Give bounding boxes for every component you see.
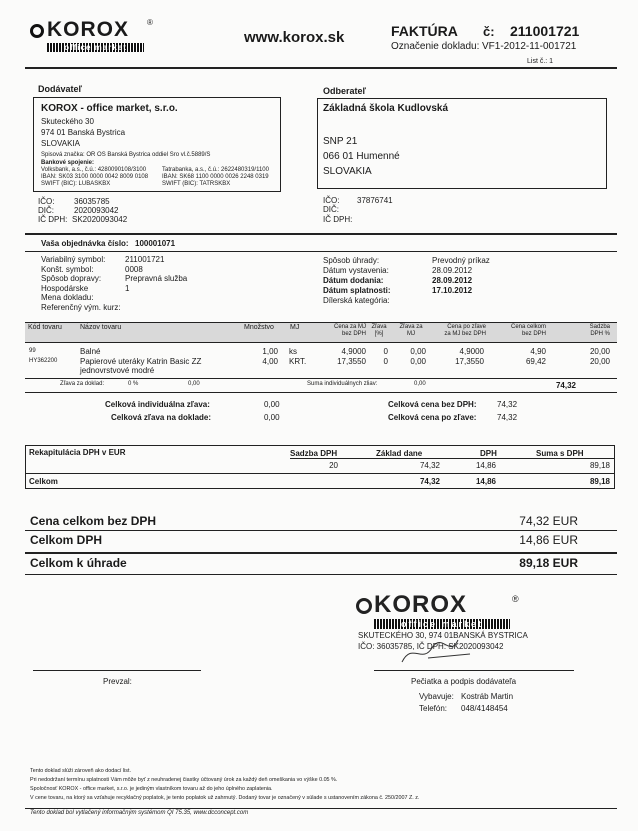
footer-line: V cene tovaru, na ktorý sa vzťahuje recyklačný poplatok, je tento poplatok už zahrnutý. Dodaný tovar je označený v súlade s ustanovením zákona č. 250/2007 Z. z. bbox=[30, 795, 420, 801]
item-name-line2: jednovrstvové modré bbox=[80, 366, 155, 375]
vat-recap-sum: 89,18 bbox=[589, 461, 610, 470]
vat-recap-col-rate: Sadzba DPH bbox=[290, 449, 338, 458]
items-header-discount-unit-line1: Zľava za bbox=[399, 324, 423, 330]
logo-subtitle: office market bbox=[47, 43, 144, 52]
doc-discount-pct: 0 % bbox=[128, 381, 139, 387]
items-header-vat-line1: Sadzba bbox=[589, 324, 610, 330]
details-divider bbox=[25, 251, 617, 252]
vat-recap-col-vat: DPH bbox=[480, 449, 497, 458]
supplier-dic-label: DIČ: bbox=[38, 206, 54, 215]
document-reference-label: Označenie dokladu: bbox=[391, 41, 480, 52]
footer-line: Pri nedodržaní termínu splatnosti Vám môže byť z neuhradenej čiastky účtovaný úrok za každý deň omeškania vo výške 0.05 %. bbox=[30, 777, 338, 783]
supplier-ico-label: IČO: bbox=[38, 197, 55, 206]
detail-value: 1 bbox=[125, 283, 130, 293]
items-header-price-line2: bez DPH bbox=[341, 331, 366, 337]
item-vat: 20,00 bbox=[589, 347, 610, 356]
items-header-price-after-line1: Cena po zľave bbox=[447, 324, 486, 330]
item-price: 17,3550 bbox=[337, 357, 366, 366]
supplier-street: Skuteckého 30 bbox=[41, 117, 94, 126]
item-total: 4,90 bbox=[530, 347, 546, 356]
item-unit: KRT. bbox=[289, 357, 307, 366]
customer-city: 066 01 Humenné bbox=[323, 151, 400, 162]
logo-emblem-icon bbox=[30, 24, 44, 38]
header-divider bbox=[25, 67, 617, 69]
grand-total-vat-value: 14,86 EUR bbox=[519, 533, 578, 547]
supplier-register: Spisová značka: OR OS Banská Bystrica oddiel Sro vl.č.5889/S bbox=[41, 152, 211, 158]
items-header-price-line1: Cena za MJ bbox=[333, 324, 366, 330]
total-document-discount-label: Celková zľava na doklade: bbox=[111, 413, 212, 422]
signature-scribble bbox=[398, 634, 478, 668]
item-discount: 0 bbox=[383, 357, 388, 366]
supplier-bank1-account: Volksbank, a.s., č.ú.: 4280090108/3100 bbox=[41, 167, 147, 173]
items-header-discount-line1: Zľava bbox=[371, 324, 387, 330]
detail-value: Prepravná služba bbox=[125, 274, 188, 284]
supplier-country: SLOVAKIA bbox=[41, 139, 80, 148]
detail-label: Mena dokladu: bbox=[41, 293, 94, 303]
phone-label: Telefón: bbox=[419, 704, 448, 713]
vat-recap-rate: 20 bbox=[329, 461, 338, 470]
total-price-after-discount-label: Celková cena po zľave: bbox=[388, 413, 477, 422]
items-header-price-after bbox=[428, 324, 486, 338]
detail-value: 0008 bbox=[125, 264, 143, 274]
footer-divider bbox=[25, 808, 617, 809]
items-header-qty: Množstvo bbox=[244, 324, 274, 331]
total-individual-discount-value: 0,00 bbox=[264, 400, 280, 409]
item-code: HY362200 bbox=[29, 358, 58, 364]
customer-country: SLOVAKIA bbox=[323, 166, 372, 177]
document-number: 211001721 bbox=[510, 23, 580, 39]
stamp-registered-mark: ® bbox=[512, 594, 519, 604]
item-qty: 4,00 bbox=[262, 357, 278, 366]
item-discount-unit: 0,00 bbox=[410, 357, 426, 366]
discount-row-bottom bbox=[25, 392, 617, 393]
discount-row-top bbox=[25, 378, 617, 379]
stamp-address: SKUTECKÉHO 30, 974 01BANSKÁ BYSTRICA bbox=[358, 631, 528, 640]
detail-value: 17.10.2012 bbox=[432, 286, 473, 295]
detail-label: Spôsob úhrady: bbox=[323, 256, 380, 265]
vat-recap-total-line bbox=[25, 473, 615, 474]
supplier-icdph-label: IČ DPH: bbox=[38, 215, 68, 224]
vat-recap-header-line bbox=[290, 458, 615, 459]
customer-name: Základná škola Kudlovská bbox=[323, 103, 449, 114]
totals-line-2 bbox=[25, 552, 617, 554]
total-price-excl-vat-label: Celková cena bez DPH: bbox=[388, 400, 477, 409]
vat-recap-base: 74,32 bbox=[419, 461, 440, 470]
grand-total-due-label: Celkom k úhrade bbox=[30, 556, 127, 570]
footer-system: Tento doklad bol vytlačený informačným systémom QI 75.35, www.dcconcept.com bbox=[30, 810, 249, 816]
grand-total-excl-vat-value: 74,32 EUR bbox=[519, 514, 578, 528]
total-document-discount-value: 0,00 bbox=[264, 413, 280, 422]
items-header-discount-unit-line2: MJ bbox=[407, 331, 415, 337]
seal-label: Pečiatka a podpis dodávateľa bbox=[411, 677, 517, 686]
detail-label: Dátum splatnosti: bbox=[323, 286, 391, 295]
items-header-vat-line2: DPH % bbox=[590, 331, 610, 337]
grand-total-excl-vat-label: Cena celkom bez DPH bbox=[30, 514, 157, 528]
total-price-after-discount-value: 74,32 bbox=[497, 413, 518, 422]
logo bbox=[30, 18, 160, 54]
supplier-bank2-iban: IBAN: SK68 1100 0000 0026 2248 0319 bbox=[162, 174, 269, 180]
supplier-ico: 36035785 bbox=[74, 197, 110, 206]
supplier-bank2-account: Tatrabanka, a.s., č.ú.: 2622480319/1100 bbox=[162, 167, 269, 173]
items-header-unit: MJ bbox=[290, 324, 300, 331]
order-divider bbox=[25, 233, 617, 235]
detail-label: Konšt. symbol: bbox=[41, 264, 94, 274]
item-unit: ks bbox=[289, 347, 297, 356]
supplier-bank-heading: Bankové spojenie: bbox=[41, 160, 95, 166]
supplier-icdph: SK2020093042 bbox=[72, 215, 128, 224]
item-price: 4,9000 bbox=[341, 347, 366, 356]
totals-line-3 bbox=[25, 574, 617, 575]
document-number-label: č: bbox=[483, 24, 495, 39]
item-qty: 1,00 bbox=[262, 347, 278, 356]
vat-recap-total-vat: 14,86 bbox=[475, 477, 496, 486]
supplier-name: KOROX - office market, s.r.o. bbox=[41, 103, 178, 114]
stamp-subtitle: office market bbox=[374, 619, 510, 629]
individual-discounts-value: 0,00 bbox=[414, 381, 426, 387]
total-price-excl-vat-value: 74,32 bbox=[497, 400, 518, 409]
item-total: 69,42 bbox=[525, 357, 546, 366]
issued-by-label: Vybavuje: bbox=[419, 692, 454, 701]
individual-discounts-label: Suma individuálnych zliav: bbox=[307, 381, 378, 387]
item-vat: 20,00 bbox=[589, 357, 610, 366]
detail-value: 28.09.2012 bbox=[432, 266, 473, 275]
detail-label: Dátum dodania: bbox=[323, 276, 384, 285]
grand-total-vat-label: Celkom DPH bbox=[30, 533, 103, 547]
order-number: 100001071 bbox=[135, 239, 176, 248]
customer-street: SNP 21 bbox=[323, 136, 358, 147]
detail-value: Prevodný príkaz bbox=[432, 256, 490, 265]
items-header-vat bbox=[552, 324, 610, 338]
footer-line: Tento doklad slúži zároveň ako dodací list. bbox=[30, 768, 131, 774]
totals-line-1 bbox=[25, 530, 617, 531]
stamp-ids: IČO: 36035785, IČ DPH: SK2020093042 bbox=[358, 642, 504, 651]
customer-ico: 37876741 bbox=[357, 196, 393, 205]
supplier-signature-line bbox=[374, 670, 574, 671]
items-header-code: Kód tovaru bbox=[28, 324, 62, 331]
items-total: 74,32 bbox=[555, 381, 576, 390]
detail-label: Dátum vystavenia: bbox=[323, 266, 389, 275]
items-header-total-line1: Cena celkom bbox=[510, 324, 546, 330]
detail-value: 28.09.2012 bbox=[432, 276, 473, 285]
customer-icdph-label: IČ DPH: bbox=[323, 215, 353, 224]
received-label: Prevzal: bbox=[103, 677, 132, 686]
vat-recap-total-label: Celkom bbox=[29, 477, 58, 486]
stamp-wordmark: KOROX bbox=[374, 591, 468, 618]
footer-line: Spoločnosť KOROX - office market, s.r.o. je jediným vlastníkom tovaru až do jeho úplného zaplatenia. bbox=[30, 786, 273, 792]
detail-label: Hospodárske bbox=[41, 283, 89, 293]
logo-registered-mark: ® bbox=[147, 18, 153, 27]
website: www.korox.sk bbox=[244, 29, 345, 46]
items-header-total-line2: bez DPH bbox=[521, 331, 546, 337]
detail-label: Spôsob dopravy: bbox=[41, 274, 102, 284]
items-header-name: Názov tovaru bbox=[80, 324, 122, 331]
vat-recap-total-base: 74,32 bbox=[419, 477, 440, 486]
customer-heading: Odberateľ bbox=[323, 86, 366, 96]
item-name: Papierové uteráky Katrin Basic ZZ bbox=[80, 357, 202, 366]
item-discount: 0 bbox=[383, 347, 388, 356]
supplier-bank1-swift: SWIFT (BIC): LUBASKBX bbox=[41, 181, 111, 187]
item-name: Balné bbox=[80, 347, 101, 356]
items-header-price-after-line2: za MJ bez DPH bbox=[444, 331, 486, 337]
items-header-discount-unit bbox=[394, 324, 428, 338]
total-individual-discount-label: Celková individuálna zľava: bbox=[105, 400, 210, 409]
received-signature-line bbox=[33, 670, 201, 671]
doc-discount-amount: 0,00 bbox=[188, 381, 200, 387]
vat-recap-title: Rekapitulácia DPH v EUR bbox=[29, 448, 126, 457]
item-price-after: 4,9000 bbox=[459, 347, 484, 356]
order-number-label: Vaša objednávka číslo: bbox=[41, 239, 129, 248]
item-price-after: 17,3550 bbox=[455, 357, 484, 366]
items-header-discount-line2: [%] bbox=[374, 331, 384, 337]
customer-ico-label: IČO: bbox=[323, 196, 340, 205]
stamp-emblem-icon bbox=[356, 598, 372, 614]
document-reference: VF1-2012-11-001721 bbox=[482, 41, 577, 52]
document-type: FAKTÚRA bbox=[391, 23, 458, 39]
supplier-bank2-swift: SWIFT (BIC): TATRSKBX bbox=[162, 181, 231, 187]
grand-total-due-value: 89,18 EUR bbox=[519, 556, 578, 570]
supplier-heading: Dodávateľ bbox=[38, 84, 82, 94]
doc-discount-label: Zľava za doklad: bbox=[60, 381, 105, 387]
item-discount-unit: 0,00 bbox=[410, 347, 426, 356]
supplier-dic: 2020093042 bbox=[74, 206, 119, 215]
items-header-price bbox=[326, 324, 366, 338]
vat-recap-col-sum: Suma s DPH bbox=[536, 449, 584, 458]
item-code: 99 bbox=[29, 348, 36, 354]
items-header-total bbox=[496, 324, 546, 338]
logo-wordmark: KOROX bbox=[47, 18, 130, 41]
detail-value: 211001721 bbox=[125, 255, 165, 264]
phone-value: 048/4148454 bbox=[461, 704, 508, 713]
vat-recap-total-sum: 89,18 bbox=[589, 477, 610, 486]
page-number: List č.: 1 bbox=[527, 58, 554, 65]
supplier-bank1-iban: IBAN: SK03 3100 0000 0042 8009 0108 bbox=[41, 174, 149, 180]
detail-label: Referenčný vým. kurz: bbox=[41, 303, 121, 312]
items-header-discount bbox=[366, 324, 392, 338]
vat-recap-vat: 14,86 bbox=[475, 461, 496, 470]
supplier-city: 974 01 Banská Bystrica bbox=[41, 128, 126, 137]
detail-label: Dílerská kategória: bbox=[323, 296, 390, 305]
detail-label: Variabilný symbol: bbox=[41, 255, 106, 264]
issued-by-value: Kostráb Martin bbox=[461, 692, 514, 701]
customer-dic-label: DIČ: bbox=[323, 205, 339, 214]
vat-recap-col-base: Základ dane bbox=[376, 449, 423, 458]
